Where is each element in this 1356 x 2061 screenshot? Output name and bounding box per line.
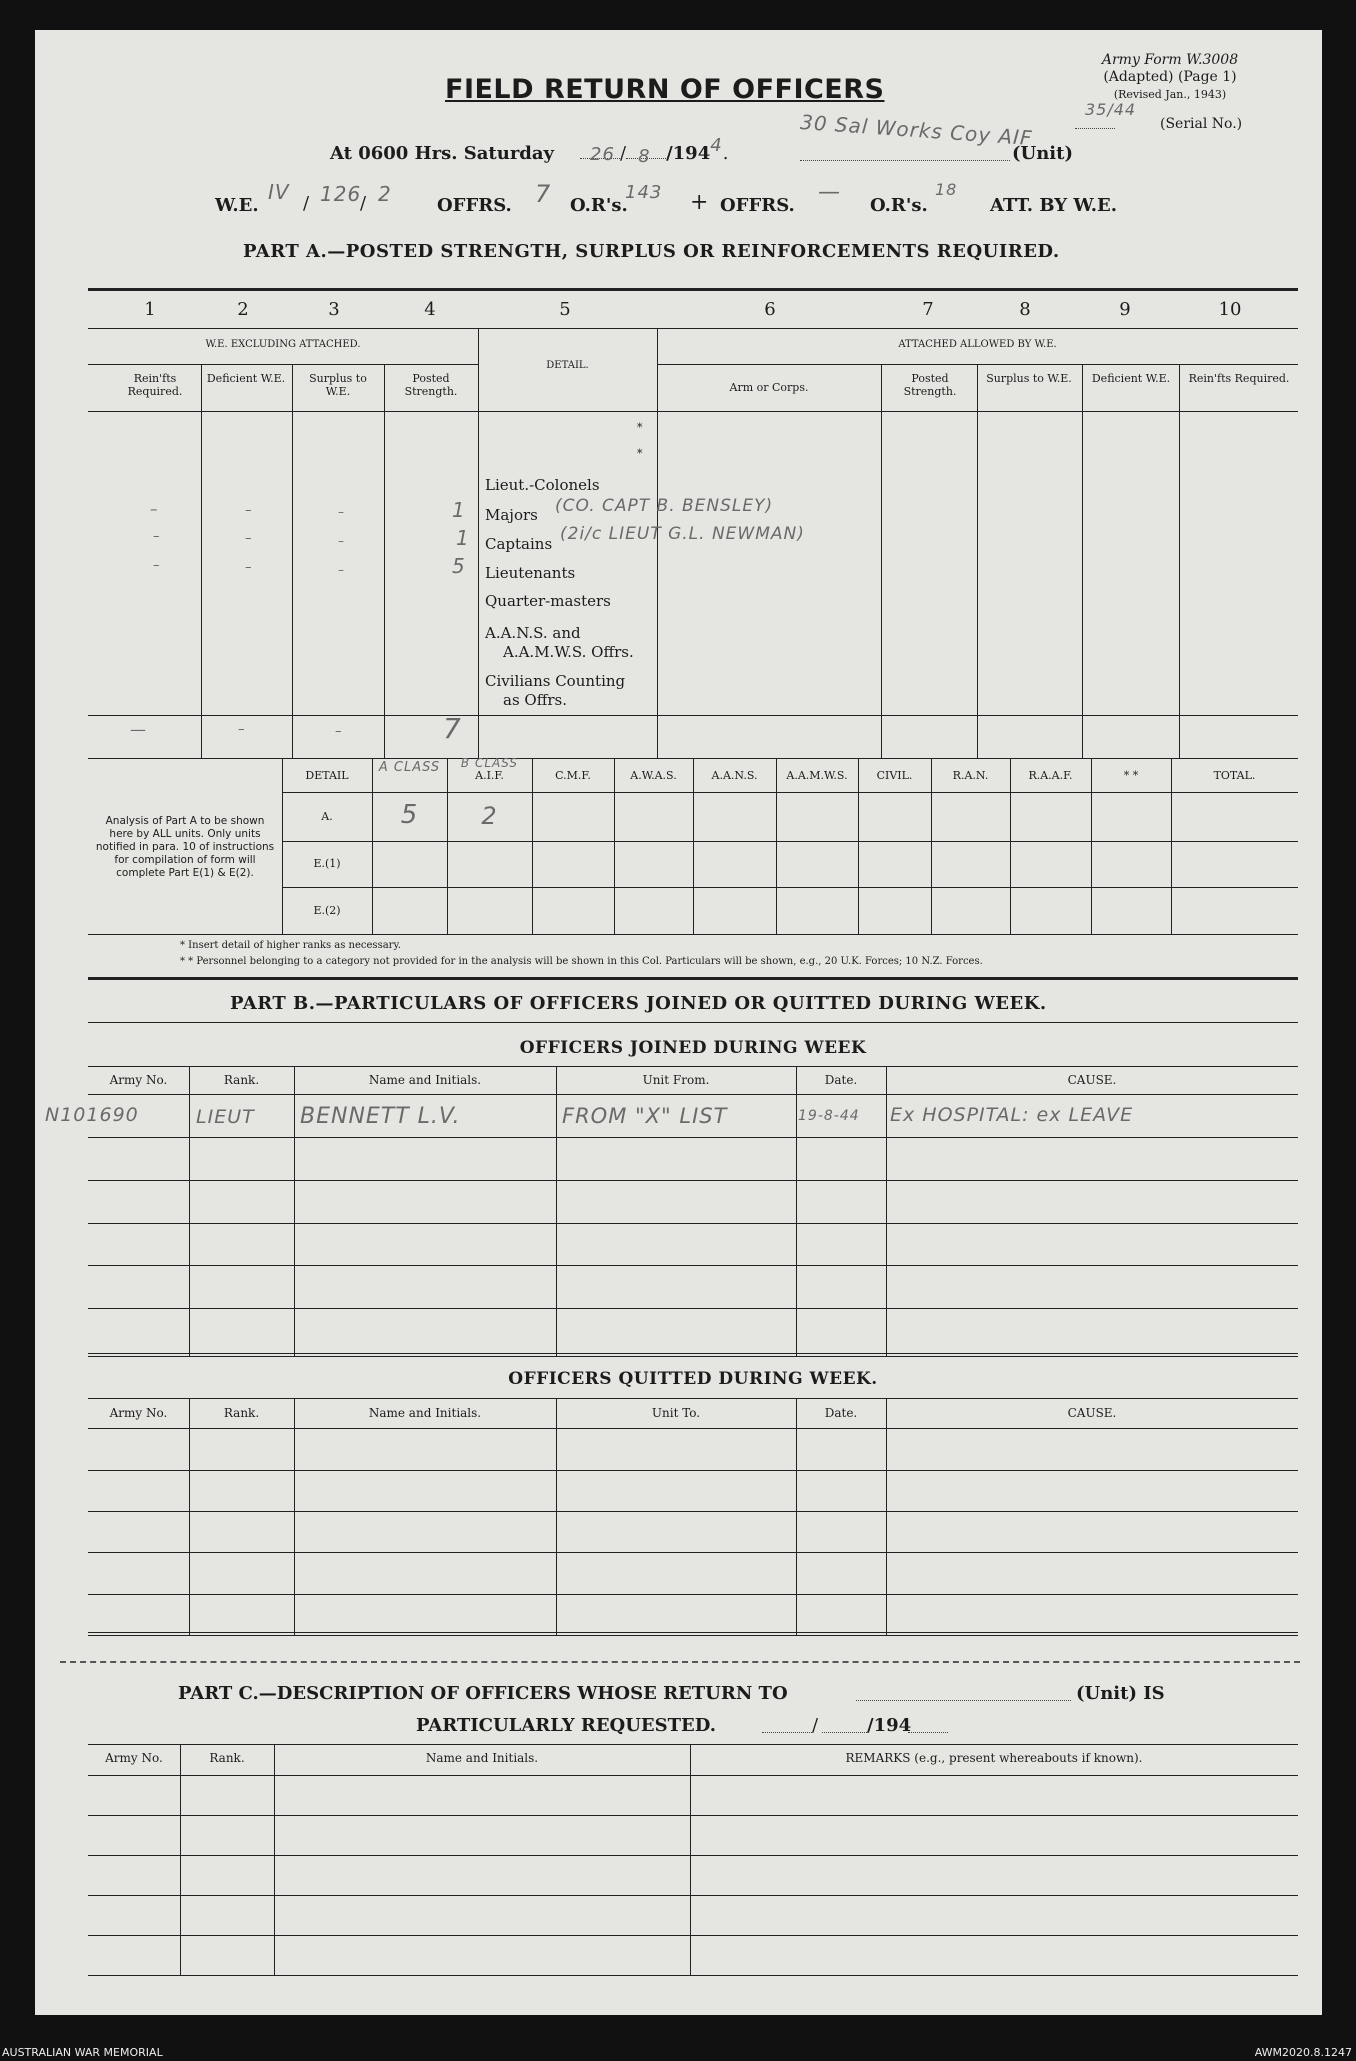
form-id-line1: Army Form W.3008 xyxy=(1101,52,1239,68)
analysis-h-civil: CIVIL. xyxy=(876,769,913,782)
civ-line1: Civilians Counting xyxy=(485,672,626,690)
captains-c4: 1 xyxy=(456,526,470,550)
majors-note: (CO. CAPT B. BENSLEY) xyxy=(555,496,774,516)
footnote-1: * Insert detail of higher ranks as necessary. xyxy=(180,940,401,951)
offrs2-value: — xyxy=(818,180,841,205)
group-we-excluding: W.E. EXCLUDING ATTACHED. xyxy=(205,339,361,350)
ors2-label: O.R's. xyxy=(870,195,928,216)
group-attached-allowed: ATTACHED ALLOWED BY W.E. xyxy=(898,339,1057,350)
joined-h-army-no: Army No. xyxy=(109,1073,168,1087)
part-c-heading-2a: PARTICULARLY REQUESTED. xyxy=(416,1715,716,1736)
offrs2-label: OFFRS. xyxy=(720,195,795,216)
lieutenants-c1: – xyxy=(153,558,161,573)
aans-line1: A.A.N.S. and xyxy=(485,624,581,642)
header-c2: Deficient W.E. xyxy=(206,372,286,385)
col-number-2: 2 xyxy=(237,299,249,320)
analysis-h-a-class: A CLASS xyxy=(378,760,441,775)
part-c-heading-2b: /194 xyxy=(867,1715,912,1736)
joined-h-unit-from: Unit From. xyxy=(642,1073,710,1087)
analysis-h-cmf: C.M.F. xyxy=(555,769,591,782)
ors-label: O.R's. xyxy=(570,195,628,216)
serial-dots xyxy=(1075,128,1115,129)
quitted-title: OFFICERS QUITTED DURING WEEK. xyxy=(508,1369,878,1389)
captains-note: (2i/c LIEUT G.L. NEWMAN) xyxy=(560,524,805,544)
lieutenants-c3: – xyxy=(338,563,345,577)
quitted-h-army-no: Army No. xyxy=(109,1406,168,1420)
col-number-7: 7 xyxy=(922,299,934,320)
quitted-h-name: Name and Initials. xyxy=(368,1406,482,1420)
joined-title: OFFICERS JOINED DURING WEEK xyxy=(519,1038,867,1058)
analysis-h-other: * * xyxy=(1123,769,1139,782)
we-sep-2: / xyxy=(360,193,367,214)
analysis-row-e1-label: E.(1) xyxy=(313,857,341,870)
analysis-h-raaf: R.A.A.F. xyxy=(1028,769,1073,782)
analysis-h-aif: A.I.F. xyxy=(475,769,504,782)
we-sep-1: / xyxy=(303,193,310,214)
quitted-h-cause: CAUSE. xyxy=(1067,1406,1117,1420)
offrs-label: OFFRS. xyxy=(437,195,512,216)
page-title: FIELD RETURN OF OFFICERS xyxy=(445,74,885,105)
unit-label: (Unit) xyxy=(1012,143,1073,164)
rank-captains: Captains xyxy=(485,535,553,553)
analysis-row-e2-label: E.(2) xyxy=(313,904,341,917)
col-number-10: 10 xyxy=(1218,299,1242,320)
ors-value: 143 xyxy=(625,182,663,203)
ors2-value: 18 xyxy=(935,180,958,199)
month-value: 8 xyxy=(638,146,651,167)
joined-h-rank: Rank. xyxy=(223,1073,260,1087)
joined-row-rank: LIEUT xyxy=(196,1106,255,1128)
rank-quarter-masters: Quarter-masters xyxy=(485,592,611,610)
we-value-2: 126 xyxy=(320,182,362,206)
year-prefix: /194 xyxy=(666,143,711,164)
col-number-8: 8 xyxy=(1019,299,1031,320)
serial-handwritten: 35/44 xyxy=(1085,100,1137,119)
majors-c3: – xyxy=(338,505,345,519)
majors-c4: 1 xyxy=(452,498,466,522)
col-number-1: 1 xyxy=(144,299,156,320)
part-c-date-dots-2 xyxy=(822,1732,867,1733)
header-c9: Deficient W.E. xyxy=(1091,372,1171,385)
joined-h-name: Name and Initials. xyxy=(368,1073,482,1087)
joined-row-name: BENNETT L.V. xyxy=(300,1104,461,1129)
col-number-4: 4 xyxy=(424,299,436,320)
total-c4: 7 xyxy=(443,712,462,745)
part-c-h-name: Name and Initials. xyxy=(425,1751,539,1765)
asterisk-1: * xyxy=(637,421,643,434)
att-label: ATT. BY W.E. xyxy=(990,195,1118,216)
aans-line2: A.A.M.W.S. Offrs. xyxy=(503,643,634,661)
total-c1: — xyxy=(130,720,147,739)
analysis-note-text: Analysis of Part A to be shown here by ALL units. Only units notified in para. 10 of instructions for compilation of form will complete Part E(1) & E(2). xyxy=(95,815,275,879)
part-c-date-dots-1 xyxy=(762,1732,812,1733)
analysis-row-a-label: A. xyxy=(321,810,333,823)
header-c6: Arm or Corps. xyxy=(729,381,809,394)
we-value-1: IV xyxy=(268,180,290,204)
joined-h-date: Date. xyxy=(824,1073,858,1087)
day-value: 26 xyxy=(590,144,615,165)
analysis-h-aans: A.A.N.S. xyxy=(711,769,758,782)
header-c7: Posted Strength. xyxy=(903,372,957,398)
at-label: At 0600 Hrs. Saturday xyxy=(330,143,555,164)
header-c10: Rein'fts Required. xyxy=(1188,372,1290,385)
footnote-2: * * Personnel belonging to a category not provided for in the analysis will be shown in this Col. Particulars will be shown, e.g., 20 U.K. Forces; 10 N.Z. Forces. xyxy=(180,956,983,967)
form-id-line2: (Adapted) (Page 1) xyxy=(1103,69,1237,85)
total-c2: – xyxy=(238,722,246,737)
civ-line2: as Offrs. xyxy=(503,691,567,709)
part-c-h-remarks: REMARKS (e.g., present whereabouts if known). xyxy=(845,1751,1143,1765)
form-id-line3: (Revised Jan., 1943) xyxy=(1113,88,1227,101)
total-c3: – xyxy=(335,724,343,739)
analysis-h-aamws: A.A.M.W.S. xyxy=(786,769,848,782)
joined-row-army-no: N101690 xyxy=(45,1104,139,1126)
detail-header: DETAIL. xyxy=(546,360,589,371)
serial-label: (Serial No.) xyxy=(1160,116,1243,132)
joined-row-cause: Ex HOSPITAL: ex LEAVE xyxy=(890,1104,1134,1126)
analysis-row-a-aif: 2 xyxy=(481,802,498,830)
footer-left: AUSTRALIAN WAR MEMORIAL xyxy=(2,2046,163,2059)
analysis-h-awas: A.W.A.S. xyxy=(630,769,677,782)
captains-c1: – xyxy=(153,529,161,544)
unit-dots xyxy=(800,160,1010,161)
offrs-value: 7 xyxy=(535,180,552,208)
col-number-3: 3 xyxy=(328,299,340,320)
year-suffix: 4 xyxy=(710,135,723,156)
majors-c2: – xyxy=(245,503,253,518)
part-c-heading-1b: (Unit) IS xyxy=(1076,1683,1165,1704)
part-c-date-sep: / xyxy=(812,1715,819,1736)
captains-c2: – xyxy=(245,531,253,546)
analysis-h-b-class: B CLASS xyxy=(460,756,519,770)
we-value-3: 2 xyxy=(378,182,392,206)
quitted-h-rank: Rank. xyxy=(223,1406,260,1420)
col-number-5: 5 xyxy=(559,299,571,320)
part-a-heading: PART A.—POSTED STRENGTH, SURPLUS OR REINFORCEMENTS REQUIRED. xyxy=(243,241,1060,262)
lieutenants-c2: – xyxy=(245,560,253,575)
date-line: 26 / 8 /1944. xyxy=(580,143,728,164)
form-id xyxy=(1070,52,1270,103)
analysis-row-a-a-class: 5 xyxy=(400,800,419,830)
part-c-heading-1a: PART C.—DESCRIPTION OF OFFICERS WHOSE RETURN TO xyxy=(178,1683,788,1704)
analysis-h-detail: DETAIL xyxy=(305,769,349,782)
col-number-6: 6 xyxy=(764,299,776,320)
footer-right: AWM2020.8.1247 xyxy=(1254,2046,1352,2059)
header-c1: Rein'fts Required. xyxy=(127,372,183,398)
plus-sign: + xyxy=(690,190,709,215)
asterisk-2: * xyxy=(637,447,643,460)
header-c4: Posted Strength. xyxy=(404,372,458,398)
header-c8: Surplus to W.E. xyxy=(986,372,1072,385)
analysis-h-ran: R.A.N. xyxy=(952,769,989,782)
col-number-9: 9 xyxy=(1119,299,1131,320)
joined-row-date: 19-8-44 xyxy=(798,1108,860,1124)
rank-lieut-colonels: Lieut.-Colonels xyxy=(485,476,600,494)
unit-handwritten: 30 Sal Works Coy AIF xyxy=(799,109,1034,151)
rank-majors: Majors xyxy=(485,506,538,524)
we-label: W.E. xyxy=(215,195,259,216)
joined-h-cause: CAUSE. xyxy=(1067,1073,1117,1087)
part-c-h-rank: Rank. xyxy=(209,1751,245,1765)
quitted-h-date: Date. xyxy=(824,1406,858,1420)
joined-row-unit-from: FROM "X" LIST xyxy=(562,1104,728,1128)
quitted-h-unit-to: Unit To. xyxy=(651,1406,701,1420)
majors-c1: – xyxy=(150,500,159,518)
part-c-h-army-no: Army No. xyxy=(105,1751,163,1765)
part-c-year-dots xyxy=(908,1732,948,1733)
rank-lieutenants: Lieutenants xyxy=(485,564,576,582)
header-c3: Surplus to W.E. xyxy=(309,372,367,398)
lieutenants-c4: 5 xyxy=(452,554,466,578)
part-c-unit-dots xyxy=(856,1700,1071,1701)
part-b-heading: PART B.—PARTICULARS OF OFFICERS JOINED OR QUITTED DURING WEEK. xyxy=(230,993,1047,1014)
analysis-note xyxy=(94,815,276,880)
analysis-h-total: TOTAL. xyxy=(1213,769,1256,782)
perforation-line xyxy=(60,1661,1300,1663)
captains-c3: – xyxy=(338,534,345,548)
